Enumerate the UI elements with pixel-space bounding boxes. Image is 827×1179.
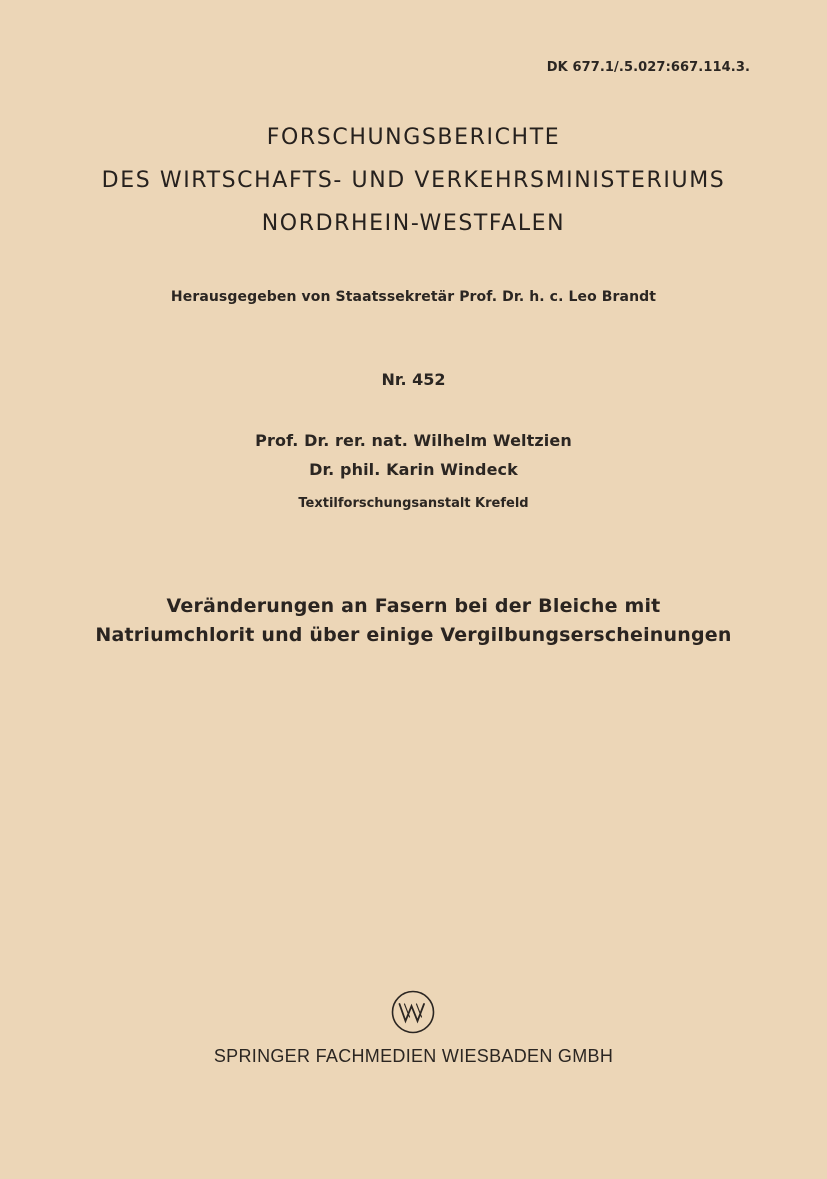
series-title-line-3: NORDRHEIN-WESTFALEN (261, 211, 566, 236)
author-2: Dr. phil. Karin Windeck (309, 460, 518, 479)
series-title-line-1: FORSCHUNGSBERICHTE (266, 125, 561, 150)
publisher-logo-icon (391, 990, 435, 1034)
institute: Textilforschungsanstalt Krefeld (298, 496, 529, 511)
series-title-line-2: DES WIRTSCHAFTS- UND VERKEHRSMINISTERIUMS (101, 168, 726, 193)
book-title-line-2: Natriumchlorit und über einige Vergilbungserscheinungen (95, 624, 732, 646)
issue-number: Nr. 452 (381, 370, 446, 389)
publisher-name: SPRINGER FACHMEDIEN WIESBADEN GMBH (213, 1046, 614, 1066)
classification-code: DK 677.1/.5.027:667.114.3. (546, 60, 750, 75)
editor-line: Herausgegeben von Staatssekretär Prof. Dr. h. c. Leo Brandt (170, 289, 657, 305)
book-title-line-1: Veränderungen an Fasern bei der Bleiche mit (166, 595, 661, 617)
author-1: Prof. Dr. rer. nat. Wilhelm Weltzien (255, 431, 572, 450)
